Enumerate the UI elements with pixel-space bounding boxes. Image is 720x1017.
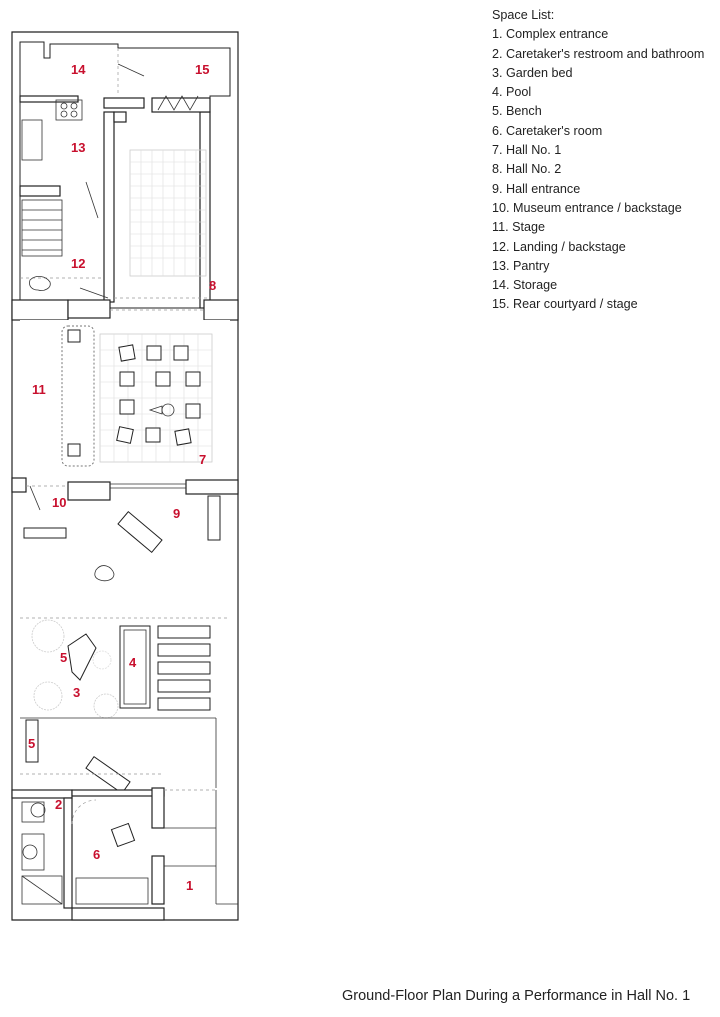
space-list-item: 7. Hall No. 1 xyxy=(492,143,562,158)
room-label-4: 4 xyxy=(129,655,137,670)
space-list-item: 6. Caretaker's room xyxy=(492,123,603,138)
room-label-14: 14 xyxy=(71,62,86,77)
room-label-3: 3 xyxy=(73,685,81,700)
room-label-5a: 5 xyxy=(60,650,68,665)
room-label-2: 2 xyxy=(55,797,63,812)
room-label-11: 11 xyxy=(32,382,46,397)
space-list-item: 8. Hall No. 2 xyxy=(492,162,562,177)
space-list-item: 13. Pantry xyxy=(492,258,550,273)
space-list xyxy=(492,6,704,315)
space-list-item: 2. Caretaker's restroom and bathroom xyxy=(492,46,705,61)
room-label-10: 10 xyxy=(52,495,67,510)
plan-caption: Ground-Floor Plan During a Performance in Hall No. 1 xyxy=(342,988,691,1004)
room-label-9: 9 xyxy=(173,506,181,521)
space-list-item: 14. Storage xyxy=(492,278,558,293)
room-label-5b: 5 xyxy=(28,736,36,751)
room-label-8: 8 xyxy=(209,278,217,293)
room-label-6: 6 xyxy=(93,847,101,862)
space-list-title: Space List: xyxy=(492,8,555,22)
space-list-item: 5. Bench xyxy=(492,104,542,119)
space-list-item: 15. Rear courtyard / stage xyxy=(492,297,638,312)
space-list-item: 9. Hall entrance xyxy=(492,181,581,196)
space-list-item: 12. Landing / backstage xyxy=(492,239,626,254)
room-label-7: 7 xyxy=(199,452,207,467)
space-list-item: 4. Pool xyxy=(492,85,532,100)
room-label-13: 13 xyxy=(71,140,86,155)
space-list-item: 11. Stage xyxy=(492,220,545,235)
space-list-item: 10. Museum entrance / backstage xyxy=(492,200,682,215)
room-label-1: 1 xyxy=(186,878,194,893)
room-label-15: 15 xyxy=(195,62,210,77)
space-list-item: 1. Complex entrance xyxy=(492,27,609,42)
space-list-item: 3. Garden bed xyxy=(492,65,573,80)
room-label-12: 12 xyxy=(71,256,86,271)
